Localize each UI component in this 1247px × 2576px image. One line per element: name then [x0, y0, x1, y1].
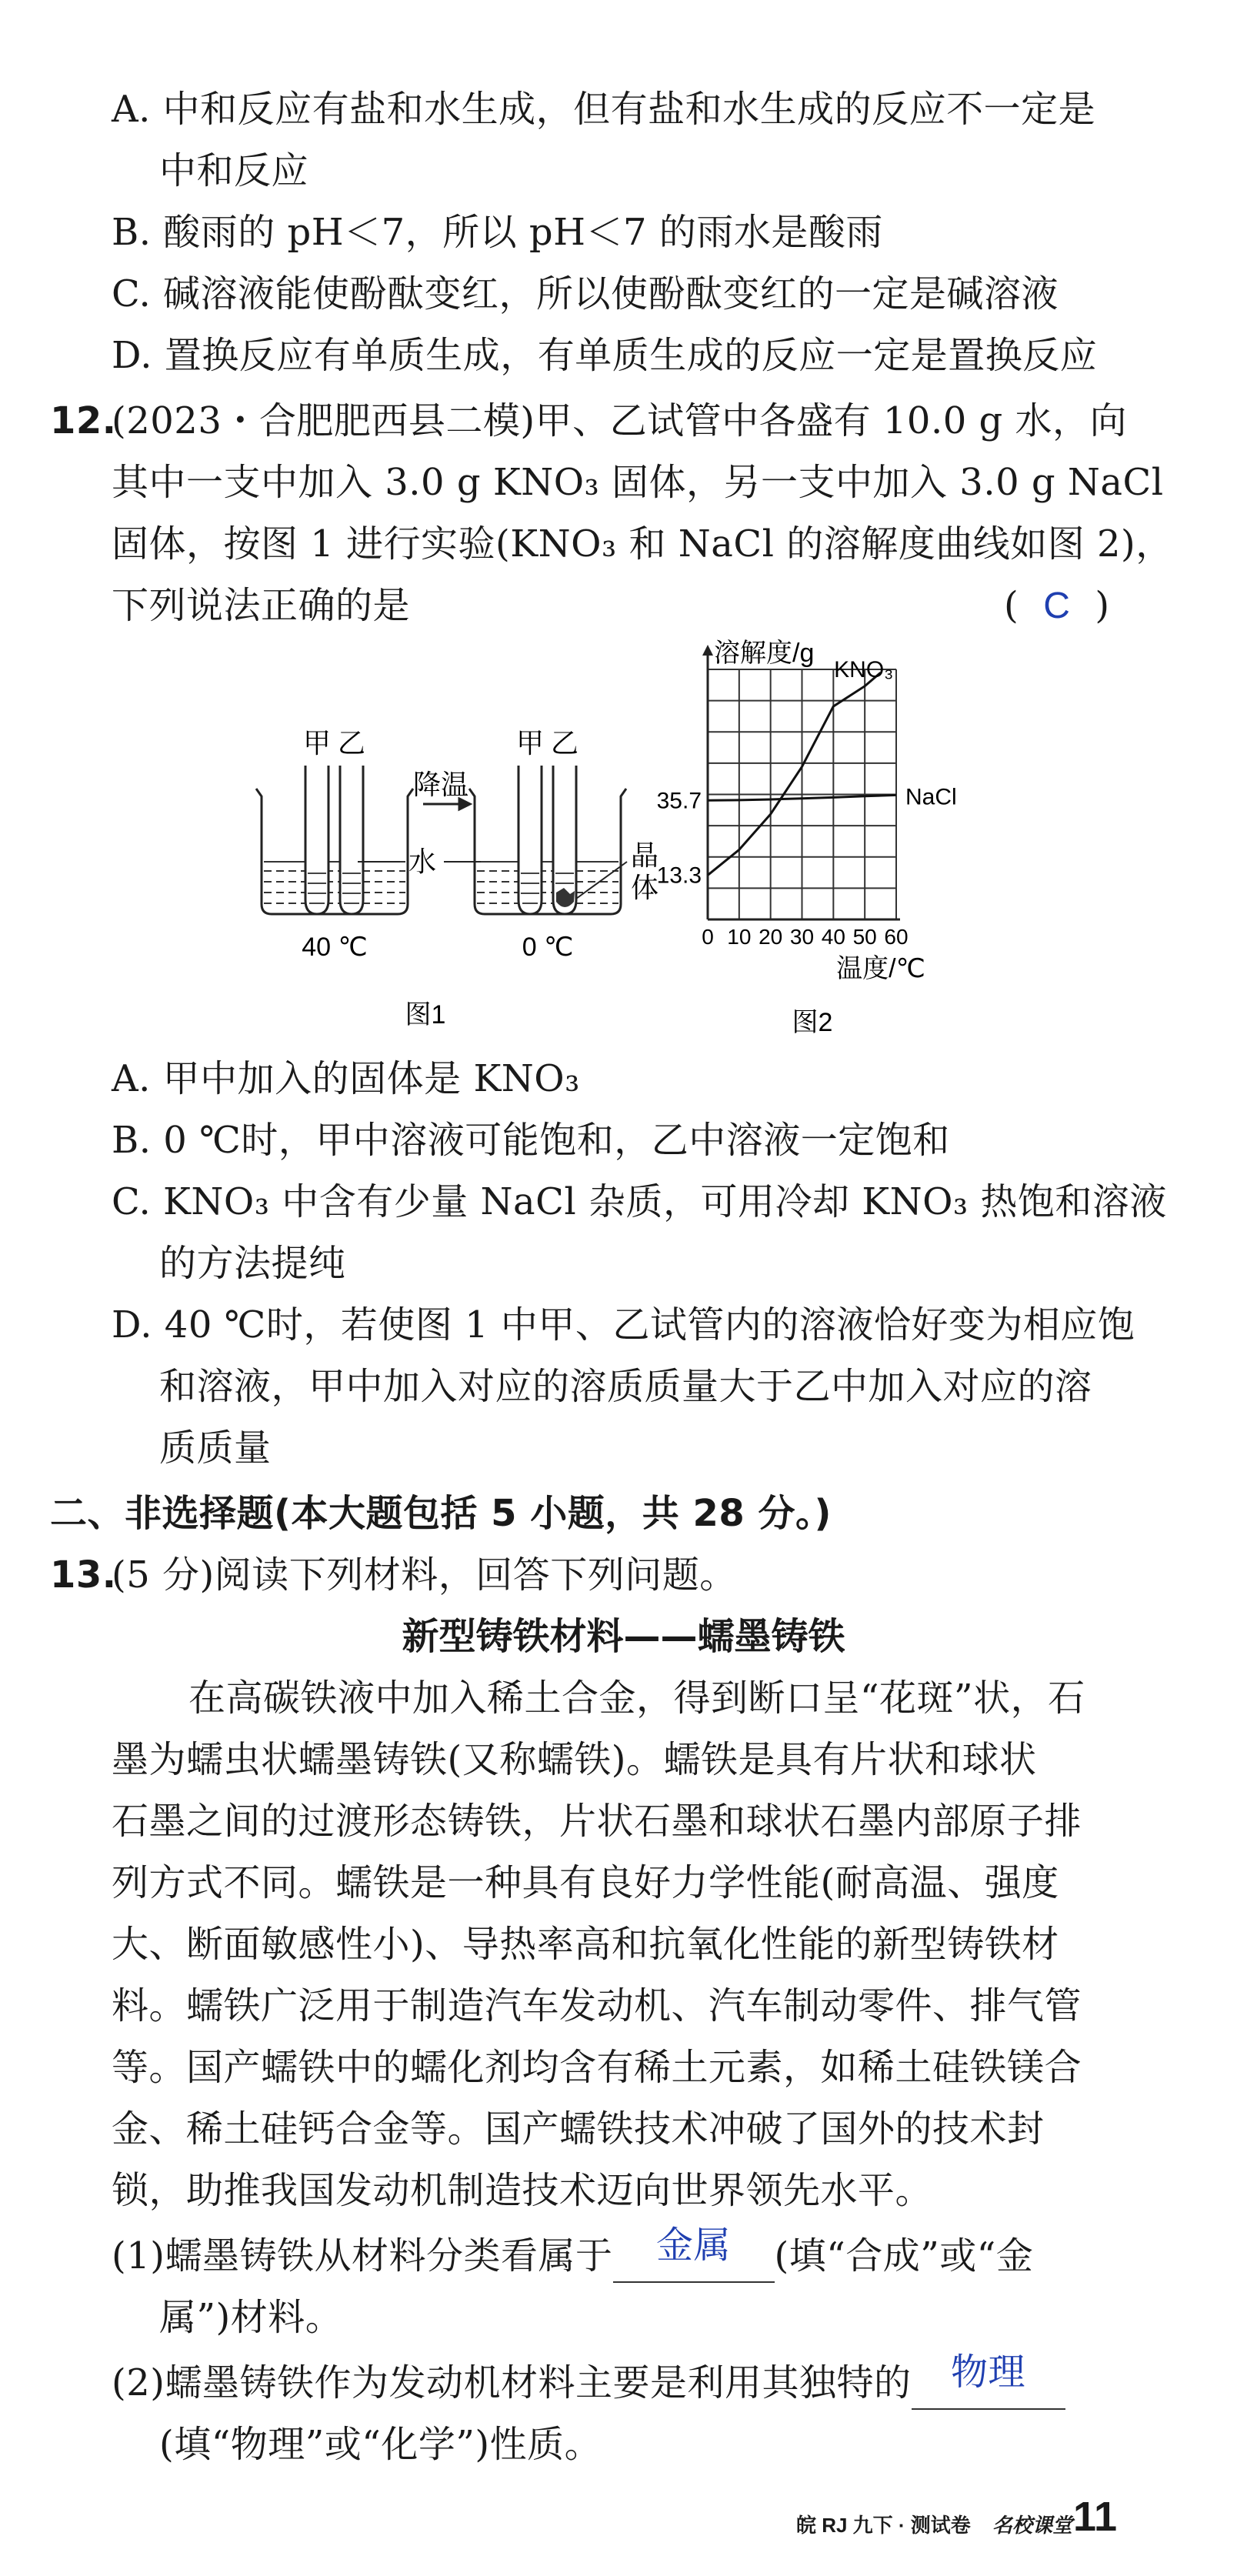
q13-sub1-answer: 金属	[655, 2225, 731, 2266]
q12-stem-line1: (2023・合肥肥西县二模)甲、乙试管中各盛有 10.0 g 水，向	[112, 399, 1127, 442]
q12-option-d-line1: D. 40 ℃时，若使图 1 中甲、乙试管内的溶液恰好变为相应饱	[112, 1303, 1135, 1346]
q13-paragraph-line3: 石墨之间的过渡形态铸铁，片状石墨和球状石墨内部原子排	[112, 1800, 1082, 1843]
series-label-kno3: KNO₃	[834, 657, 894, 682]
q13-paragraph-line6: 料。蠕铁广泛用于制造汽车发动机、汽车制动零件、排气管	[112, 1984, 1082, 2027]
q12-stem-line3: 固体，按图 1 进行实验(KNO₃ 和 NaCl 的溶解度曲线如图 2)，	[112, 522, 1173, 566]
q13-article-title: 新型铸铁材料——蠕墨铸铁	[402, 1615, 845, 1658]
figure-1-experiment	[242, 708, 673, 1039]
y-tick-label: 35.7	[656, 788, 702, 814]
q12-answer: C	[1043, 586, 1071, 626]
q13-sub2-prompt: (2)蠕墨铸铁作为发动机材料主要是利用其独特的	[112, 2361, 912, 2404]
chart-grid	[708, 669, 896, 919]
q13-sub2-line2: (填“物理”或“化学”)性质。	[159, 2423, 602, 2466]
series-line-kno3	[708, 672, 881, 875]
fig1-crystal-label-1: 晶	[631, 839, 659, 871]
fig1-temp-right: 0 ℃	[522, 933, 574, 962]
fig1-label-jia-right: 甲	[515, 727, 545, 759]
q12-option-c-line2: 的方法提纯	[159, 1242, 346, 1285]
q12-paren-open: (	[1004, 584, 1019, 627]
x-tick-label: 50	[852, 925, 877, 949]
fig1-water-label: 水	[408, 846, 437, 877]
x-tick-label: 20	[759, 925, 783, 949]
q12-stem-line4: 下列说法正确的是	[112, 584, 411, 627]
q13-number: 13.	[50, 1553, 117, 1597]
q13-intro: (5 分)阅读下列材料，回答下列问题。	[112, 1553, 737, 1597]
footer-brand-logo: 名校课堂	[992, 2514, 1073, 2537]
x-tick-label: 10	[727, 925, 752, 949]
q12-option-b: B. 0 ℃时，甲中溶液可能饱和，乙中溶液一定饱和	[112, 1119, 950, 1162]
q12-option-d-line3: 质质量	[159, 1426, 272, 1470]
section-2-heading: 二、非选择题(本大题包括 5 小题，共 28 分。)	[50, 1492, 832, 1535]
series-label-nacl: NaCl	[905, 784, 957, 810]
fig1-crystal-label-2: 体	[631, 872, 659, 903]
q13-sub2-answer-blank[interactable]	[912, 2352, 1065, 2410]
q12-answer-paren	[1004, 581, 1110, 631]
fig1-caption: 图1	[405, 1000, 446, 1029]
q11-option-d: D. 置换反应有单质生成，有单质生成的反应一定是置换反应	[112, 334, 1098, 377]
q12-option-a: A. 甲中加入的固体是 KNO₃	[112, 1057, 580, 1100]
q13-paragraph-line4: 列方式不同。蠕铁是一种具有良好力学性能(耐高温、强度	[112, 1861, 1059, 1904]
fig1-label-jia-left: 甲	[302, 727, 332, 759]
fig2-caption: 图2	[792, 1008, 833, 1037]
q13-sub1-prompt: (1)蠕墨铸铁从材料分类看属于	[112, 2234, 613, 2277]
figure-2-solubility-chart	[631, 639, 992, 1039]
q11-option-a-line2: 中和反应	[159, 149, 309, 192]
q13-paragraph-line1: 在高碳铁液中加入稀土合金，得到断口呈“花斑”状，石	[188, 1677, 1085, 1720]
y-axis-label: 溶解度/g	[714, 639, 815, 668]
q13-sub1-line2: 属”)材料。	[159, 2296, 343, 2339]
q12-stem-line2: 其中一支中加入 3.0 g KNO₃ 固体，另一支中加入 3.0 g NaCl	[112, 461, 1164, 504]
fig1-temp-left: 40 ℃	[302, 933, 368, 962]
y-tick-label: 13.3	[656, 863, 702, 889]
q13-paragraph-line2: 墨为蠕虫状蠕墨铸铁(又称蠕铁)。蠕铁是具有片状和球状	[112, 1738, 1037, 1781]
x-tick-label: 60	[884, 925, 909, 949]
q12-paren-close: )	[1095, 584, 1110, 627]
y-axis-arrow	[702, 645, 713, 656]
q13-paragraph-line5: 大、断面敏感性小)、导热率高和抗氧化性能的新型铸铁材	[112, 1923, 1059, 1966]
fig1-label-yi-right: 乙	[550, 727, 579, 759]
fig1-arrow-label: 降温	[412, 769, 469, 800]
q13-sub1-hint: (填“合成”或“金	[774, 2234, 1034, 2277]
q11-option-b: B. 酸雨的 pH＜7，所以 pH＜7 的雨水是酸雨	[112, 211, 883, 254]
q13-paragraph-line8: 金、稀土硅钙合金等。国产蠕铁技术冲破了国外的技术封	[112, 2107, 1045, 2151]
x-tick-label: 0	[702, 925, 714, 949]
chart-labels	[657, 639, 957, 983]
q12-option-c-line1: C. KNO₃ 中含有少量 NaCl 杂质，可用冷却 KNO₃ 热饱和溶液	[112, 1180, 1167, 1223]
q13-sub1-answer-blank[interactable]	[613, 2225, 775, 2283]
x-axis-label: 温度/℃	[836, 954, 925, 983]
q13-sub2-line1	[112, 2352, 1065, 2410]
q12-option-d-line2: 和溶液，甲中加入对应的溶质质量大于乙中加入对应的溶	[159, 1365, 1092, 1408]
q11-option-c: C. 碱溶液能使酚酞变红，所以使酚酞变红的一定是碱溶液	[112, 272, 1059, 315]
q13-paragraph-line7: 等。国产蠕铁中的蠕化剂均含有稀土元素，如稀土硅铁镁合	[112, 2046, 1082, 2089]
footer-book-info: 皖 RJ 九下 · 测试卷	[796, 2514, 971, 2537]
page-number: 11	[1073, 2494, 1118, 2540]
x-tick-label: 40	[821, 925, 845, 949]
x-tick-label: 30	[789, 925, 815, 949]
q11-option-a-line1: A. 中和反应有盐和水生成，但有盐和水生成的反应不一定是	[112, 88, 1096, 131]
q13-sub1-line1	[112, 2225, 1034, 2283]
q13-paragraph-line9: 锁，助推我国发动机制造技术迈向世界领先水平。	[112, 2169, 933, 2212]
fig1-label-yi-left: 乙	[337, 727, 366, 759]
q12-number: 12.	[50, 399, 117, 442]
q13-sub2-answer: 物理	[950, 2352, 1025, 2393]
